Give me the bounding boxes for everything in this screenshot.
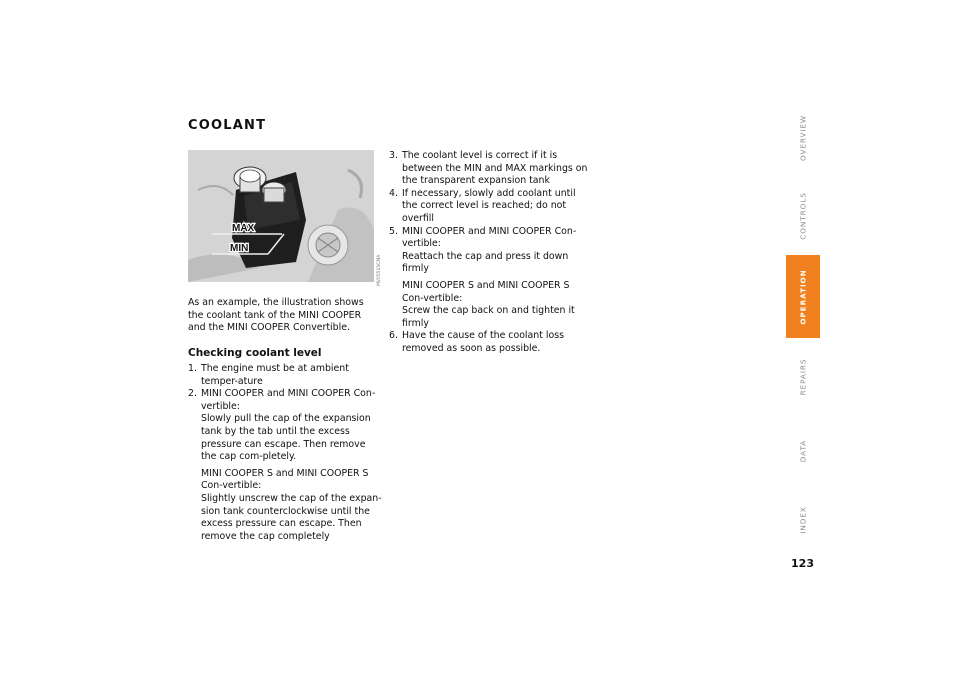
step-text: MINI COOPER and MINI COOPER Con-vertible: [402, 225, 577, 250]
step-number: 1. [188, 363, 197, 374]
step-number: 3. [389, 150, 398, 161]
step-text: The engine must be at ambient temper-ature [201, 363, 349, 387]
checking-coolant-heading: Checking coolant level [188, 347, 322, 359]
nav-tab-label: CONTROLS [798, 192, 808, 240]
step-number: 4. [389, 187, 398, 199]
step-number: 2. [188, 388, 197, 400]
page-number: 123 [791, 557, 814, 570]
nav-tab-label: REPAIRS [798, 358, 808, 396]
coolant-tank-illustration [188, 150, 374, 282]
nav-tab-label: DATA [798, 439, 808, 463]
side-navigation [786, 99, 820, 554]
step-number: 5. [389, 225, 398, 237]
nav-tab-label: INDEX [798, 506, 808, 534]
step-text: Have the cause of the coolant loss removed as soon as possible. [402, 330, 564, 354]
step-number: 6. [389, 330, 398, 342]
step-item [389, 330, 589, 355]
nav-tab-label: OPERATION [798, 268, 808, 325]
step-note: Reattach the cap and press it down firmly [402, 250, 569, 275]
step-text: The coolant level is correct if it is between the MIN and MAX markings on the transparent expansion tank [402, 150, 588, 187]
max-label: MAX [232, 223, 255, 234]
step-text: MINI COOPER and MINI COOPER Con-vertible: [201, 388, 376, 412]
step-item [188, 363, 383, 388]
section-title: COOLANT [188, 118, 267, 133]
nav-tab-repairs[interactable] [786, 338, 820, 416]
step-note: Slowly pull the cap of the expansion tank by the tab until the excess pressure can escape. Then remove the cap com-pletely. [201, 413, 371, 463]
nav-tab-controls[interactable] [786, 177, 820, 255]
nav-tab-index[interactable] [786, 486, 820, 554]
step-item [389, 150, 589, 188]
steps-list-right [389, 150, 589, 356]
step-item [188, 388, 383, 543]
step-item [389, 188, 589, 226]
step-subnote: MINI COOPER S and MINI COOPER S Con-vertible: Slightly unscrew the cap of the expan-sion tank counterclockwise until the excess pressure can escape. Then remove the cap completely [201, 467, 382, 542]
nav-tab-operation[interactable] [786, 255, 820, 338]
step-subnote: MINI COOPER S and MINI COOPER S Con-vertible: Screw the cap back on and tighten it firmly [402, 279, 575, 329]
figure-caption: As an example, the illustration shows the coolant tank of the MINI COOPER and the MINI COOPER Convertible. [188, 297, 364, 334]
figure-code: MV05515CMA [377, 254, 382, 286]
step-item [389, 226, 589, 331]
min-label: MIN [230, 243, 249, 254]
step-text: If necessary, slowly add coolant until the correct level is reached; do not overfill [402, 187, 576, 224]
nav-tab-label: OVERVIEW [798, 114, 808, 162]
steps-list-left [188, 363, 383, 543]
nav-tab-overview[interactable] [786, 99, 820, 177]
nav-tab-data[interactable] [786, 416, 820, 486]
